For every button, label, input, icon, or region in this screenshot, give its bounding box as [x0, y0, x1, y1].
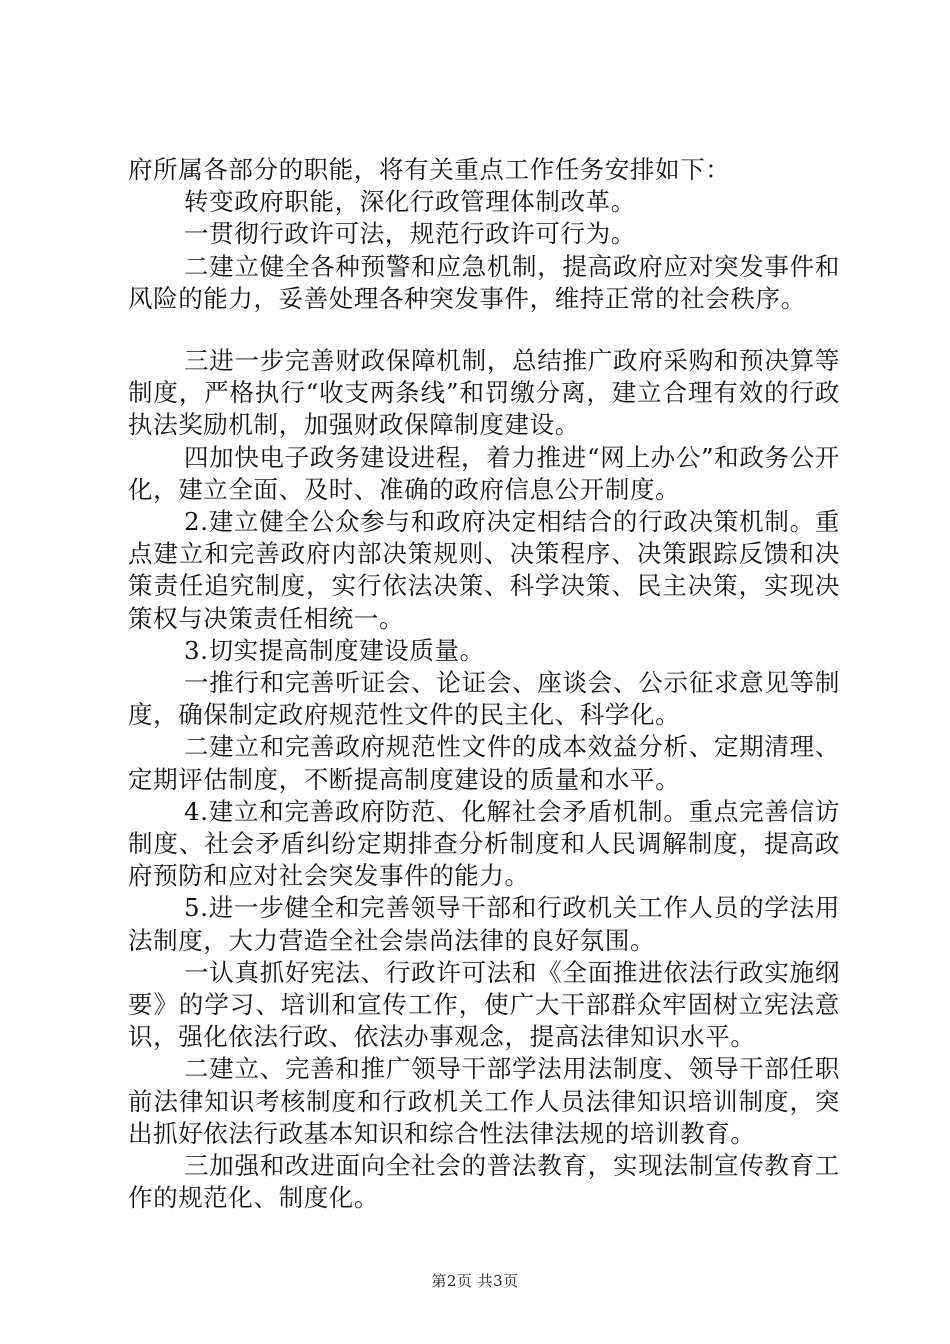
paragraph-7: 2.建立健全公众参与和政府决定相结合的行政决策机制。重点建立和完善政府内部决策规则、决策程序、决策跟踪反馈和决策责任追究制度，实行依法决策、科学决策、民主决策，实现决策权与决策责任相统一。 [128, 507, 840, 633]
page-number-footer: 第2页 共3页 [431, 1272, 519, 1290]
paragraph-3: 一贯彻行政许可法，规范行政许可行为。 [184, 219, 636, 249]
paragraph-1: 府所属各部分的职能，将有关重点工作任务安排如下： [128, 155, 731, 184]
paragraph-13: 一认真抓好宪法、行政许可法和《全面推进依法行政实施纲要》的学习、培训和宣传工作，使广大干部群众牢固树立宪法意识，强化依法行政、依法办事观念，提高法律知识水平。 [128, 957, 840, 1052]
paragraph-9: 一推行和完善听证会、论证会、座谈会、公示征求意见等制度，确保制定政府规范性文件的民主化、科学化。 [128, 668, 840, 730]
paragraph-14: 二建立、完善和推广领导干部学法用法制度、领导干部任职前法律知识考核制度和行政机关工作人员法律知识培训制度，突出抓好依法行政基本知识和综合性法律法规的培训教育。 [128, 1054, 840, 1148]
paragraph-8: 3.切实提高制度建设质量。 [184, 635, 485, 665]
paragraph-12: 5.进一步健全和完善领导干部和行政机关工作人员的学法用法制度，大力营造全社会崇尚法律的良好氛围。 [128, 893, 840, 955]
paragraph-2: 转变政府职能，深化行政管理体制改革。 [184, 187, 636, 217]
paragraph-10: 二建立和完善政府规范性文件的成本效益分析、定期清理、定期评估制度，不断提高制度建设的质量和水平。 [128, 732, 840, 794]
paragraph-4: 二建立健全各种预警和应急机制，提高政府应对突发事件和风险的能力，妥善处理各种突发事件，维持正常的社会秩序。 [128, 251, 840, 313]
paragraph-5: 三进一步完善财政保障机制，总结推广政府采购和预决算等制度，严格执行“收支两条线”和罚缴分离，建立合理有效的行政执法奖励机制，加强财政保障制度建设。 [128, 346, 840, 440]
paragraph-11: 4.建立和完善政府防范、化解社会矛盾机制。重点完善信访制度、社会矛盾纠纷定期排查分析制度和人民调解制度，提高政府预防和应对社会突发事件的能力。 [128, 796, 840, 891]
paragraph-15: 三加强和改进面向全社会的普法教育，实现法制宣传教育工作的规范化、制度化。 [128, 1151, 840, 1213]
document-body [128, 154, 840, 1215]
paragraph-6: 四加快电子政务建设进程，着力推进“网上办公”和政务公开化，建立全面、及时、准确的政府信息公开制度。 [128, 442, 840, 504]
